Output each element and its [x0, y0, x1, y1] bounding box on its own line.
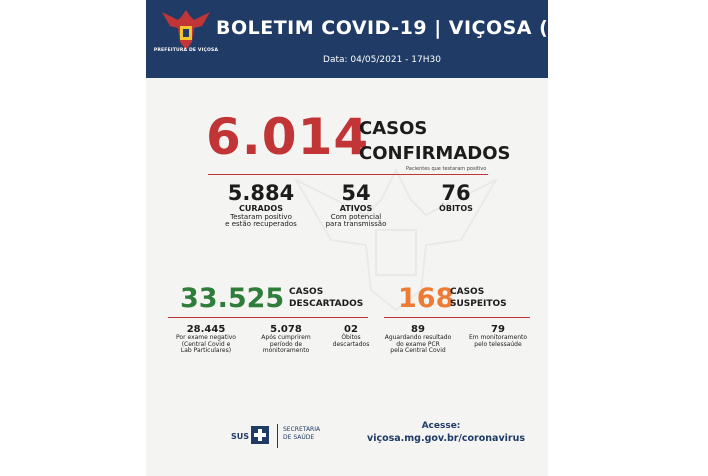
item-desc: Óbitos descartados: [332, 334, 370, 348]
stat-curados: [206, 183, 316, 228]
item-value: 02: [344, 324, 358, 335]
sus-cross-icon: [251, 426, 269, 444]
item-desc: Após cumprirem período de monitoramento: [261, 334, 311, 355]
bulletin-title: BOLETIM COVID-19 | VIÇOSA (MG): [216, 17, 593, 39]
stat-value: 76: [441, 181, 471, 205]
item-desc: Aguardando resultado do exame PCR pela Central Covid: [384, 334, 452, 355]
stat-desc: Testaram positivo e estão recuperados: [225, 212, 297, 228]
stat-title: ÓBITOS: [439, 204, 473, 213]
footer: [146, 416, 548, 456]
stat-value: 5.884: [227, 181, 295, 205]
suspected-item-telessaude: [458, 324, 538, 348]
stat-desc: Com potencial para transmissão: [325, 212, 387, 228]
discarded-item-negative: [166, 324, 246, 355]
item-desc: Por exame negativo (Central Covid e Lab Particulares): [176, 334, 236, 355]
discarded-item-monitoring: [246, 324, 326, 355]
confirmed-subtitle: Pacientes que testaram positivo: [406, 166, 487, 172]
suspected-divider: [384, 317, 530, 318]
stat-title: CURADOS: [239, 204, 283, 213]
footer-separator: [277, 424, 278, 448]
item-value: 28.445: [186, 324, 226, 335]
item-value: 5.078: [270, 324, 302, 335]
suspected-cases-value: 168: [398, 283, 455, 314]
stat-value: 54: [341, 181, 371, 205]
discarded-item-deaths: [316, 324, 386, 348]
website-link[interactable]: viçosa.mg.gov.br/coronavirus: [367, 433, 525, 444]
discarded-divider: [168, 317, 368, 318]
confirmed-cases-value: 6.014: [206, 108, 370, 166]
bulletin-date: Data: 04/05/2021 - 17H30: [323, 55, 441, 65]
acesse-label: Acesse:: [421, 421, 461, 431]
discarded-cases-value: 33.525: [180, 283, 285, 314]
confirmed-divider: [208, 174, 488, 175]
discarded-label-line2: DESCARTADOS: [289, 299, 364, 309]
discarded-label-line1: CASOS: [289, 287, 324, 297]
suspected-label-line2: SUSPEITOS: [450, 299, 507, 309]
confirmed-label-line2: CONFIRMADOS: [359, 143, 511, 164]
stat-obitos: [416, 183, 496, 214]
header: [146, 0, 593, 78]
sus-logo-text: SUS: [231, 432, 250, 441]
bulletin-poster: [146, 0, 593, 476]
stat-title: ATIVOS: [339, 204, 373, 213]
logo-text: PREFEITURA DE VIÇOSA: [153, 48, 219, 53]
stat-ativos: [311, 183, 401, 228]
confirmed-label-line1: CASOS: [359, 118, 428, 139]
secretaria-text: SECRETARIA DE SAÚDE: [283, 426, 321, 441]
suspected-item-pcr: [378, 324, 458, 355]
item-value: 79: [491, 324, 505, 335]
suspected-label-line1: CASOS: [450, 287, 485, 297]
item-desc: Em monitoramento pelo telessaúde: [468, 334, 528, 348]
item-value: 89: [411, 324, 425, 335]
